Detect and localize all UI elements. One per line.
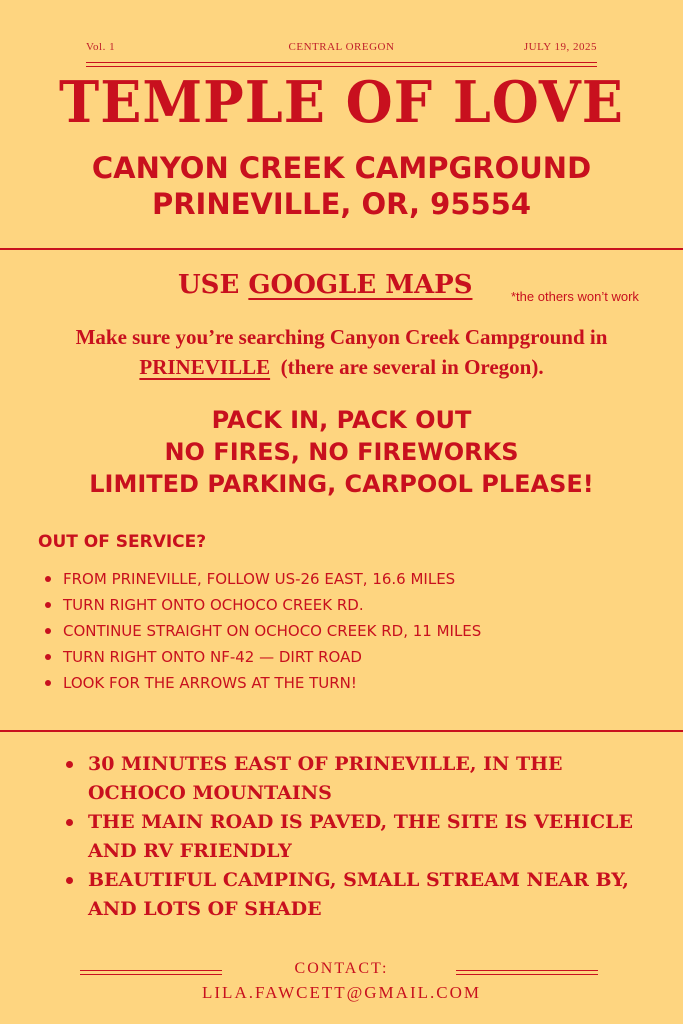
feature-text: THE MAIN ROAD IS PAVED, THE SITE IS VEHICLE AND RV FRIENDLY [88, 811, 634, 862]
features-list [66, 750, 646, 924]
region-label: CENTRAL OREGON [288, 41, 395, 53]
search-instruction [0, 322, 683, 382]
direction-text: LOOK FOR THE ARROWS AT THE TURN! [63, 674, 357, 692]
maps-note: *the others won’t work [511, 289, 639, 304]
instruction-line-1: Make sure you’re searching Canyon Creek Campground in [75, 325, 608, 349]
direction-step [45, 644, 481, 670]
maps-instruction [178, 270, 472, 300]
bullet-icon [45, 576, 51, 582]
direction-text: TURN RIGHT ONTO OCHOCO CREEK RD. [63, 596, 364, 614]
direction-text: FROM PRINEVILLE, FOLLOW US-26 EAST, 16.6 MILES [63, 570, 456, 588]
contact-email[interactable]: LILA.FAWCETT@GMAIL.COM [202, 983, 481, 1002]
rule-item: NO FIRES, NO FIREWORKS [164, 438, 519, 466]
location-line-2: PRINEVILLE, OR, 95554 [151, 187, 532, 221]
direction-step [45, 618, 481, 644]
out-of-service-heading: OUT OF SERVICE? [38, 532, 207, 552]
direction-text: CONTINUE STRAIGHT ON OCHOCO CREEK RD, 11 MILES [63, 622, 482, 640]
section-divider-2 [0, 730, 683, 732]
bullet-icon [66, 819, 73, 826]
bullet-icon [45, 680, 51, 686]
bullet-icon [45, 602, 51, 608]
masthead-rule-top [86, 62, 597, 63]
rule-item: PACK IN, PACK OUT [211, 406, 472, 434]
bullet-icon [66, 761, 73, 768]
instruction-rest: (there are several in Oregon). [280, 355, 544, 379]
direction-step [45, 592, 481, 618]
feature-item [66, 866, 646, 924]
feature-text: BEAUTIFUL CAMPING, SMALL STREAM NEAR BY, AND LOTS OF SHADE [88, 869, 629, 920]
direction-step [45, 670, 481, 696]
page-title: TEMPLE OF LOVE [59, 68, 624, 136]
feature-item [66, 750, 646, 808]
bullet-icon [66, 877, 73, 884]
date-label: JULY 19, 2025 [523, 41, 597, 53]
maps-link[interactable]: GOOGLE MAPS [248, 270, 473, 300]
feature-item [66, 808, 646, 866]
contact-label: CONTACT: [294, 960, 389, 977]
maps-prefix: USE [178, 270, 240, 300]
section-divider-1 [0, 248, 683, 250]
masthead-rule-bottom [86, 66, 597, 67]
direction-text: TURN RIGHT ONTO NF-42 — DIRT ROAD [63, 648, 362, 666]
rules-list [0, 404, 683, 500]
instruction-highlight: PRINEVILLE [139, 355, 271, 379]
location-line-1: CANYON CREEK CAMPGROUND [91, 151, 592, 185]
bullet-icon [45, 628, 51, 634]
bullet-icon [45, 654, 51, 660]
direction-step [45, 566, 481, 592]
rule-item: LIMITED PARKING, CARPOOL PLEASE! [89, 470, 594, 498]
volume-label: Vol. 1 [86, 41, 116, 53]
instruction-line-2 [0, 352, 683, 382]
directions-list [45, 566, 481, 696]
feature-text: 30 MINUTES EAST OF PRINEVILLE, IN THE OCHOCO MOUNTAINS [88, 753, 563, 804]
